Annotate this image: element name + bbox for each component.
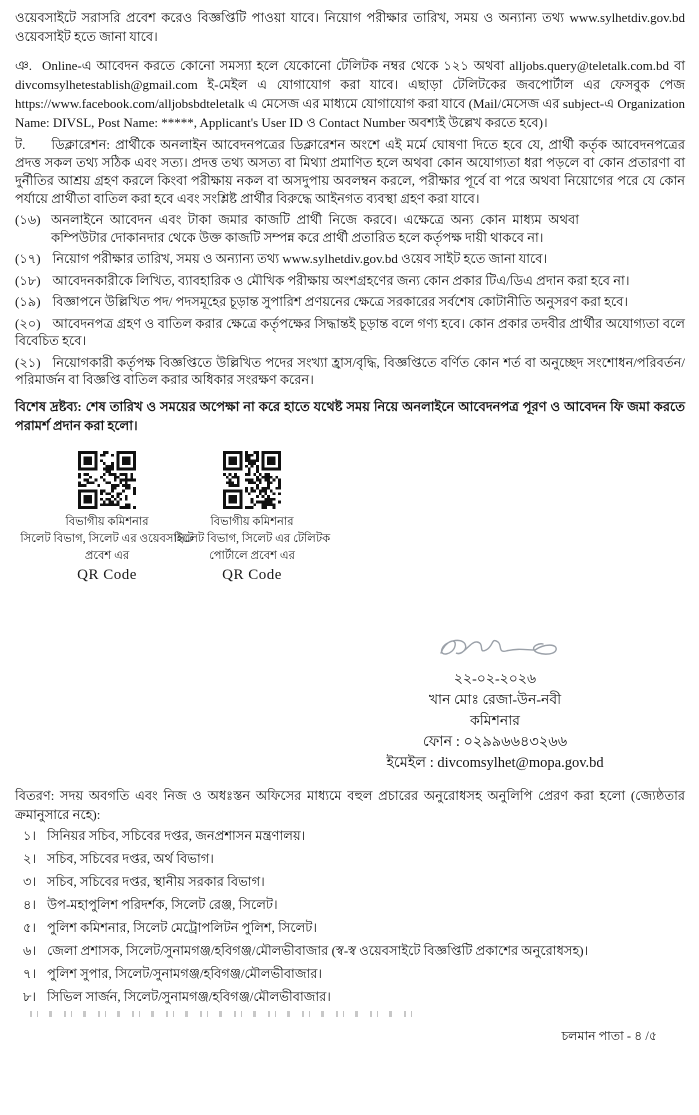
clause-marker: ঞ. <box>15 58 32 73</box>
item-text: সিনিয়র সচিব, সচিবের দপ্তর, জনপ্রশাসন মন্ত্রণালয়। <box>47 827 306 843</box>
signature-scribble-icon <box>427 629 563 669</box>
distribution-item-3 <box>15 870 685 893</box>
qr-figure-website <box>20 451 194 585</box>
numbered-item-19 <box>15 293 685 311</box>
item-number: (২১) <box>15 354 41 370</box>
qr-caption-line: প্রবেশ এর <box>84 549 130 562</box>
phone-number: ০২৯৯৬৬৪৩২৬৬ <box>463 733 568 750</box>
qr-code-website-icon <box>78 451 136 509</box>
item-number: ৫। <box>23 919 37 935</box>
clause-online-help <box>15 56 685 132</box>
item-number: ৮। <box>23 988 37 1004</box>
numbered-item-18 <box>15 272 685 290</box>
item-number: ৭। <box>23 965 37 981</box>
item-text: নিয়োগকারী কর্তৃপক্ষ বিজ্ঞপ্তিতে উল্লিখিত পদের সংখ্যা হ্রাস/বৃদ্ধি, বিজ্ঞপ্তিতে বর্ণিত কোন শর্ত বা অনুচ্ছেদ সংশোধন/পরিবর্তন/পরিমার্জন বা বিজ্ঞপ্তি বাতিল করার অধিকার সংরক্ষণ করেন। <box>15 354 685 387</box>
item-number: ৪। <box>23 896 37 912</box>
signatory-name: খান মোঃ রেজা-উন-নবী <box>428 692 562 708</box>
numbered-item-21 <box>15 354 685 389</box>
intro-paragraph: ওয়েবসাইটে সরাসরি প্রবেশ করেও বিজ্ঞপ্তিটি পাওয়া যাবে। নিয়োগ পরীক্ষার তারিখ, সময় ও অন্যান্য তথ্য www.sylhetdiv.gov.bd ওয়েবসাইট হতে জানা যাবে। <box>15 10 685 44</box>
item-number: ২। <box>23 850 37 866</box>
item-number: (১৭) <box>15 251 41 266</box>
email-label: ইমেইল : <box>386 754 438 771</box>
phone-label: ফোন : <box>422 733 464 750</box>
item-text: পুলিশ কমিশনার, সিলেট মেট্রোপলিটন পুলিশ, সিলেট। <box>47 919 318 935</box>
item-number: ৩। <box>23 873 37 889</box>
signatory-email <box>345 753 645 774</box>
qr-figure-teletalk <box>173 451 331 585</box>
qr-caption-label: QR Code <box>222 566 282 583</box>
item-text: সিভিল সার্জন, সিলেট/সুনামগঞ্জ/হবিগঞ্জ/মৌলভীবাজার। <box>47 988 331 1004</box>
item-text: সচিব, সচিবের দপ্তর, স্থানীয় সরকার বিভাগ। <box>47 873 265 889</box>
numbered-item-17 <box>15 250 685 268</box>
item-text: পুলিশ সুপার, সিলেট/সুনামগঞ্জ/হবিগঞ্জ/মৌলভীবাজার। <box>47 965 323 981</box>
clause-declaration <box>15 136 685 208</box>
cut-off-text-line <box>25 1011 417 1017</box>
special-note-text: শেষ তারিখ ও সময়ের অপেক্ষা না করে হাতে যথেষ্ট সময় নিয়ে অনলাইনে আবেদনপত্র পূরণ ও আবেদন ফি জমা করতে পরামর্শ প্রদান করা হলো। <box>15 398 685 433</box>
item-text: সচিব, সচিবের দপ্তর, অর্থ বিভাগ। <box>47 850 214 866</box>
page-number: চলমান পাতা - ৪ /৫ <box>561 1029 657 1043</box>
distribution-item-8 <box>15 985 685 1008</box>
item-text: অনলাইনে আবেদন এবং টাকা জমার কাজটি প্রার্থী নিজে করবে। এক্ষেত্রে অন্য কোন মাধ্যম অথবা কম্পিউটার দোকানদার থেকে উক্ত কাজটি সম্পন্ন করে প্রার্থী প্রতারিত হলে কর্তৃপক্ষ দায়ী থাকবে না। <box>51 212 579 245</box>
signature-block <box>345 629 645 774</box>
clause-text: ডিক্লারেশন: প্রার্থীকে অনলাইন আবেদনপত্রের ডিক্লারেশন অংশে এই মর্মে ঘোষণা দিতে হবে যে, প্রার্থী কর্তৃক আবেদনপত্রের প্রদত্ত সকল তথ্য সঠিক এবং সত্য। প্রদত্ত তথ্য অসত্য বা মিথ্যা প্রমাণিত হলে অথবা কোন অযোগ্যতা ধরা পড়লে বা কোন প্রতারণা বা দুর্নীতির আশ্রয় গ্রহণ করলে কিংবা পরীক্ষায় নকল বা অসদুপায় অবলম্বন করলে, পরীক্ষার পূর্বে বা পরে অথবা নিয়োগের পরে যে কোন পর্যায়ে প্রার্থীতা বাতিল করা হবে এবং সংশ্লিষ্ট প্রার্থীর বিরুদ্ধে আইনগত ব্যবস্থা গ্রহণ করা যাবে। <box>15 137 685 206</box>
qr-caption-label: QR Code <box>77 566 137 583</box>
qr-caption-line: বিভাগীয় কমিশনার <box>210 515 294 528</box>
qr-caption-line: পোর্টালে প্রবেশ এর <box>209 549 295 562</box>
distribution-item-1 <box>15 824 685 847</box>
item-number: ১। <box>23 827 37 843</box>
signatory-title: কমিশনার <box>470 713 520 729</box>
item-text: আবেদনকারীকে লিখিত, ব্যাবহারিক ও মৌখিক পরীক্ষায় অংশগ্রহণের জন্য কোন প্রকার টিএ/ডিএ প্রদান করা হবে না। <box>52 272 630 288</box>
item-number: ৬। <box>23 942 37 958</box>
item-text: জেলা প্রশাসক, সিলেট/সুনামগঞ্জ/হবিগঞ্জ/মৌলভীবাজার (স্ব-স্ব ওয়েবসাইটে বিজ্ঞপ্তিটি প্রকাশের অনুরোধসহ)। <box>47 942 589 958</box>
distribution-item-4 <box>15 893 685 916</box>
qr-section <box>20 451 685 585</box>
item-number: (২০) <box>15 315 41 331</box>
signature-date: ২২-০২-২০২৬ <box>453 671 537 687</box>
distribution-item-7 <box>15 962 685 985</box>
numbered-item-16 <box>15 211 685 246</box>
qr-caption-line: সিলেট বিভাগ, সিলেট এর ওয়েবসাইটে <box>20 532 194 545</box>
item-number: (১৮) <box>15 272 41 288</box>
item-text: বিজ্ঞাপনে উল্লিখিত পদ/ পদসমূহের চূড়ান্ত সুপারিশ প্রণয়নের ক্ষেত্রে সরকারের সর্বশেষ কোটানীতি অনুসরণ করা হবে। <box>52 294 629 309</box>
special-note-label: বিশেষ দ্রষ্টব্য: <box>15 398 82 414</box>
email-address: divcomsylhet@mopa.gov.bd <box>437 754 604 771</box>
distribution-item-6 <box>15 939 685 962</box>
distribution-header: বিতরণ: সদয় অবগতি এবং নিজ ও অধঃস্তন অফিসের মাধ্যমে বহুল প্রচারের অনুরোধসহ অনুলিপি প্রেরণ করা হলো (জ্যেষ্ঠতার ক্রমানুসারে নহে): <box>15 787 685 822</box>
numbered-item-20 <box>15 315 685 350</box>
qr-caption-line: সিলেট বিভাগ, সিলেট এর টেলিটক <box>173 532 331 545</box>
item-text: নিয়োগ পরীক্ষার তারিখ, সময় ও অন্যান্য তথ্য www.sylhetdiv.gov.bd ওয়েব সাইট হতে জানা যাবে। <box>52 251 548 266</box>
distribution-item-2 <box>15 847 685 870</box>
item-number: (১৯) <box>15 294 41 309</box>
item-text: উপ-মহাপুলিশ পরিদর্শক, সিলেট রেঞ্জ, সিলেট। <box>47 896 278 912</box>
item-text: আবেদনপত্র গ্রহণ ও বাতিল করার ক্ষেত্রে কর্তৃপক্ষের সিদ্ধান্তই চূড়ান্ত বলে গণ্য হবে। কোন প্রকার তদবীর প্রার্থীর অযোগ্যতা বলে বিবেচিত হবে। <box>15 315 685 348</box>
clause-marker: ট. <box>15 137 26 152</box>
item-number: (১৬) <box>15 212 41 227</box>
distribution-section <box>15 786 685 1017</box>
distribution-item-5 <box>15 916 685 939</box>
signatory-phone <box>345 732 645 753</box>
clause-text: Online-এ আবেদন করতে কোনো সমস্যা হলে যেকোনো টেলিটক নম্বর থেকে ১২১ অথবা alljobs.query@teletalk.com.bd বা divcomsylhetestablish@gmail.com ই-মেইল এ যোগাযোগ করা যাবে। এছাড়া টেলিটকের জবপোর্টাল এর ফেসবুক পেজ https://www.facebook.com/alljobsbdteletalk এ মেসেজ এর মাধ্যমে যোগাযোগ করা যাবে (Mail/মেসেজ এর subject-এ Organization Name: DIVSL, Post Name: *****, Applicant's User ID ও Contact Number অবশ্যই উল্লেখ করতে হবে)। <box>15 58 685 130</box>
qr-caption-line: বিভাগীয় কমিশনার <box>65 515 149 528</box>
qr-code-teletalk-icon <box>223 451 281 509</box>
special-note <box>15 397 685 435</box>
